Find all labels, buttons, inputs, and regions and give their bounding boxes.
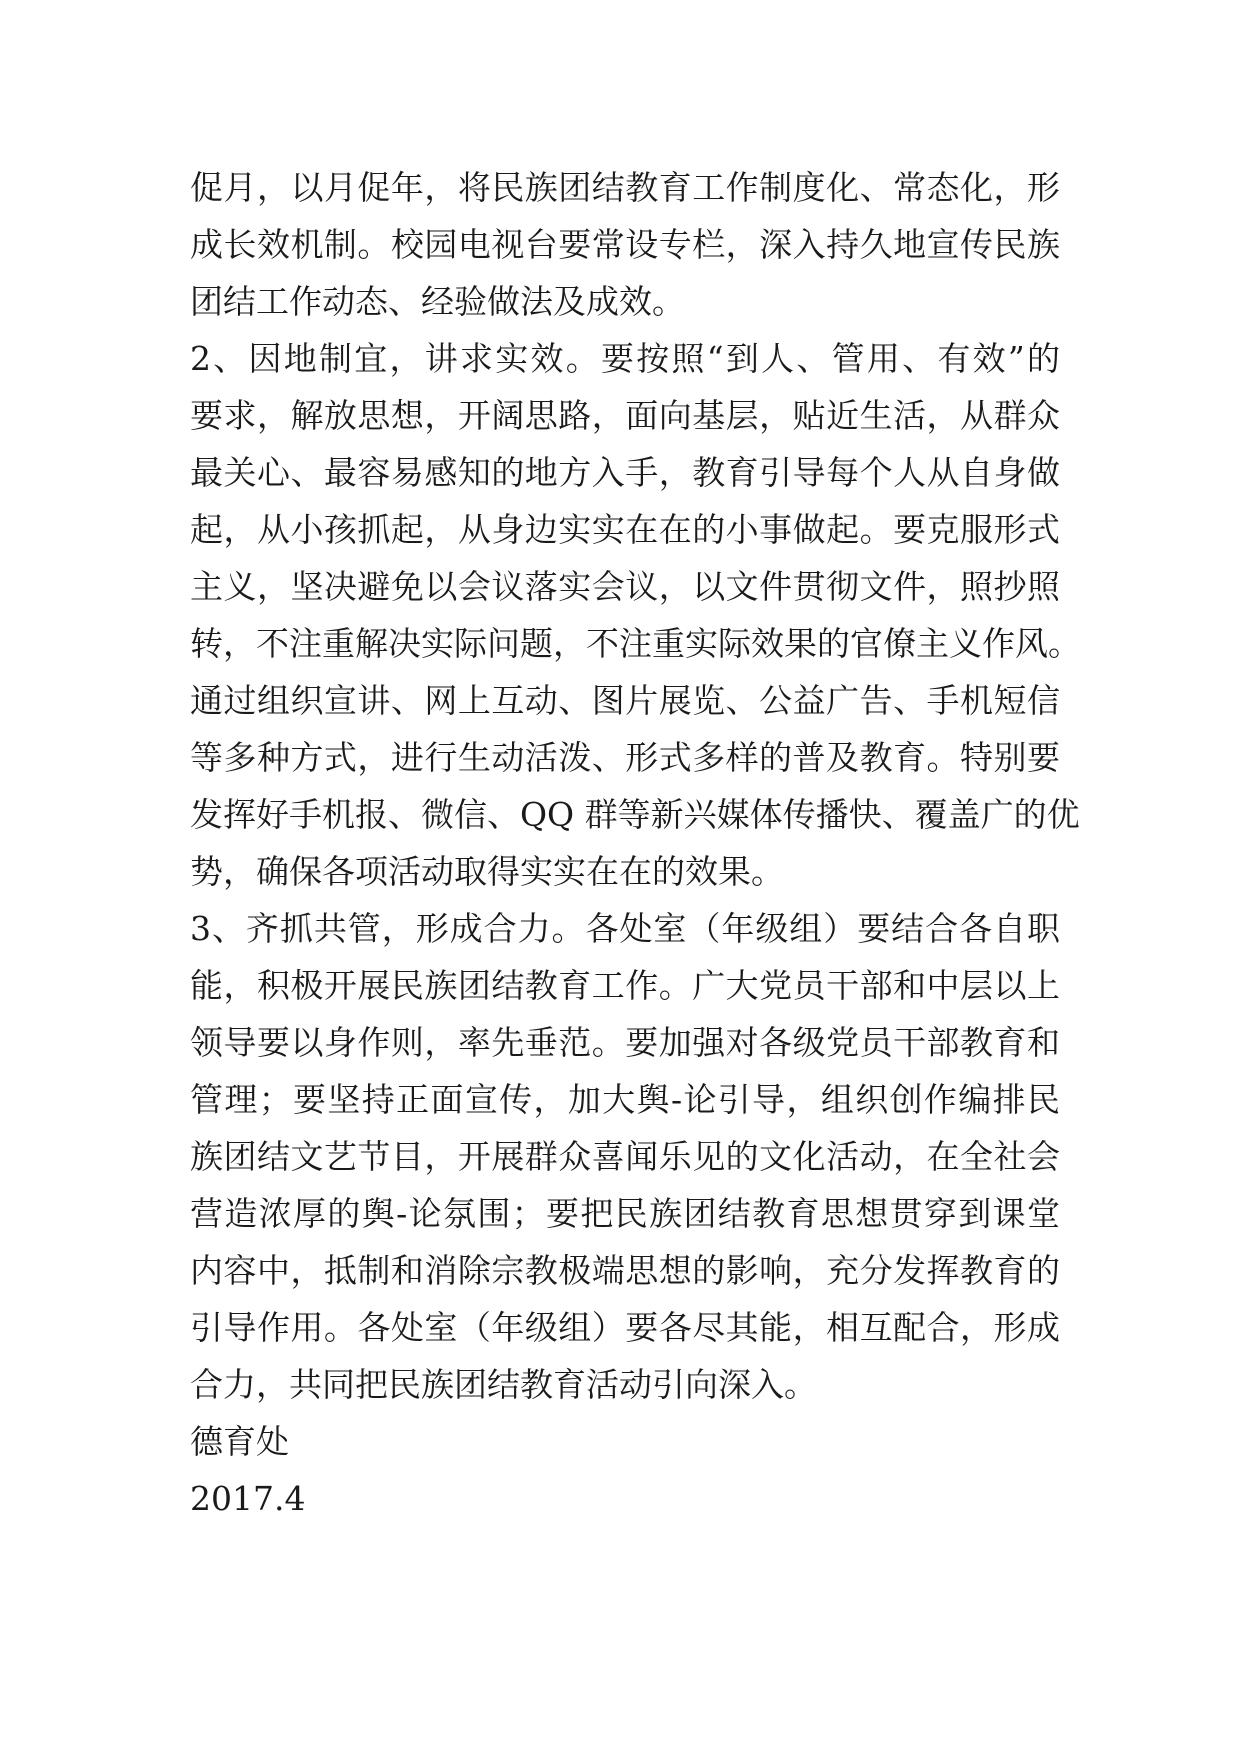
text-line: 引导作用。各处室（年级组）要各尽其能，相互配合，形成 bbox=[190, 1308, 1060, 1347]
text-line: 通过组织宣讲、网上互动、图片展览、公益广告、手机短信 bbox=[190, 681, 1060, 720]
text-line: 内容中，抵制和消除宗教极端思想的影响，充分发挥教育的 bbox=[190, 1251, 1060, 1290]
text-line: 最关心、最容易感知的地方入手，教育引导每个人从自身做 bbox=[190, 453, 1060, 492]
text-line: 管理；要坚持正面宣传，加大舆-论引导，组织创作编排民 bbox=[190, 1080, 1060, 1119]
text-line: 团结工作动态、经验做法及成效。 bbox=[190, 282, 685, 321]
text-line: 营造浓厚的舆-论氛围；要把民族团结教育思想贯穿到课堂 bbox=[190, 1194, 1060, 1233]
text-line: 3、齐抓共管，形成合力。各处室（年级组）要结合各自职 bbox=[190, 909, 1060, 948]
text-line: 等多种方式，进行生动活泼、形式多样的普及教育。特别要 bbox=[190, 738, 1060, 777]
text-line: 转，不注重解决实际问题，不注重实际效果的官僚主义作风。 bbox=[190, 624, 1081, 663]
text-line: 发挥好手机报、微信、QQ 群等新兴媒体传播快、覆盖广的优 bbox=[190, 795, 1080, 834]
date: 2017.4 bbox=[190, 1479, 306, 1518]
signature: 德育处 bbox=[190, 1422, 289, 1461]
text-line: 成长效机制。校园电视台要常设专栏，深入持久地宣传民族 bbox=[190, 225, 1060, 264]
text-line: 领导要以身作则，率先垂范。要加强对各级党员干部教育和 bbox=[190, 1023, 1060, 1062]
text-line: 要求，解放思想，开阔思路，面向基层，贴近生活，从群众 bbox=[190, 396, 1060, 435]
text-line: 合力，共同把民族团结教育活动引向深入。 bbox=[190, 1365, 817, 1404]
text-line: 族团结文艺节目，开展群众喜闻乐见的文化活动，在全社会 bbox=[190, 1137, 1060, 1176]
text-line: 主义，坚决避免以会议落实会议，以文件贯彻文件，照抄照 bbox=[190, 567, 1060, 606]
text-line: 2、因地制宜，讲求实效。要按照“到人、管用、有效”的 bbox=[190, 339, 1060, 378]
text-line: 起，从小孩抓起，从身边实实在在的小事做起。要克服形式 bbox=[190, 510, 1060, 549]
text-line: 势，确保各项活动取得实实在在的效果。 bbox=[190, 852, 784, 891]
text-line: 促月，以月促年，将民族团结教育工作制度化、常态化，形 bbox=[190, 168, 1060, 207]
text-line: 能，积极开展民族团结教育工作。广大党员干部和中层以上 bbox=[190, 966, 1060, 1005]
